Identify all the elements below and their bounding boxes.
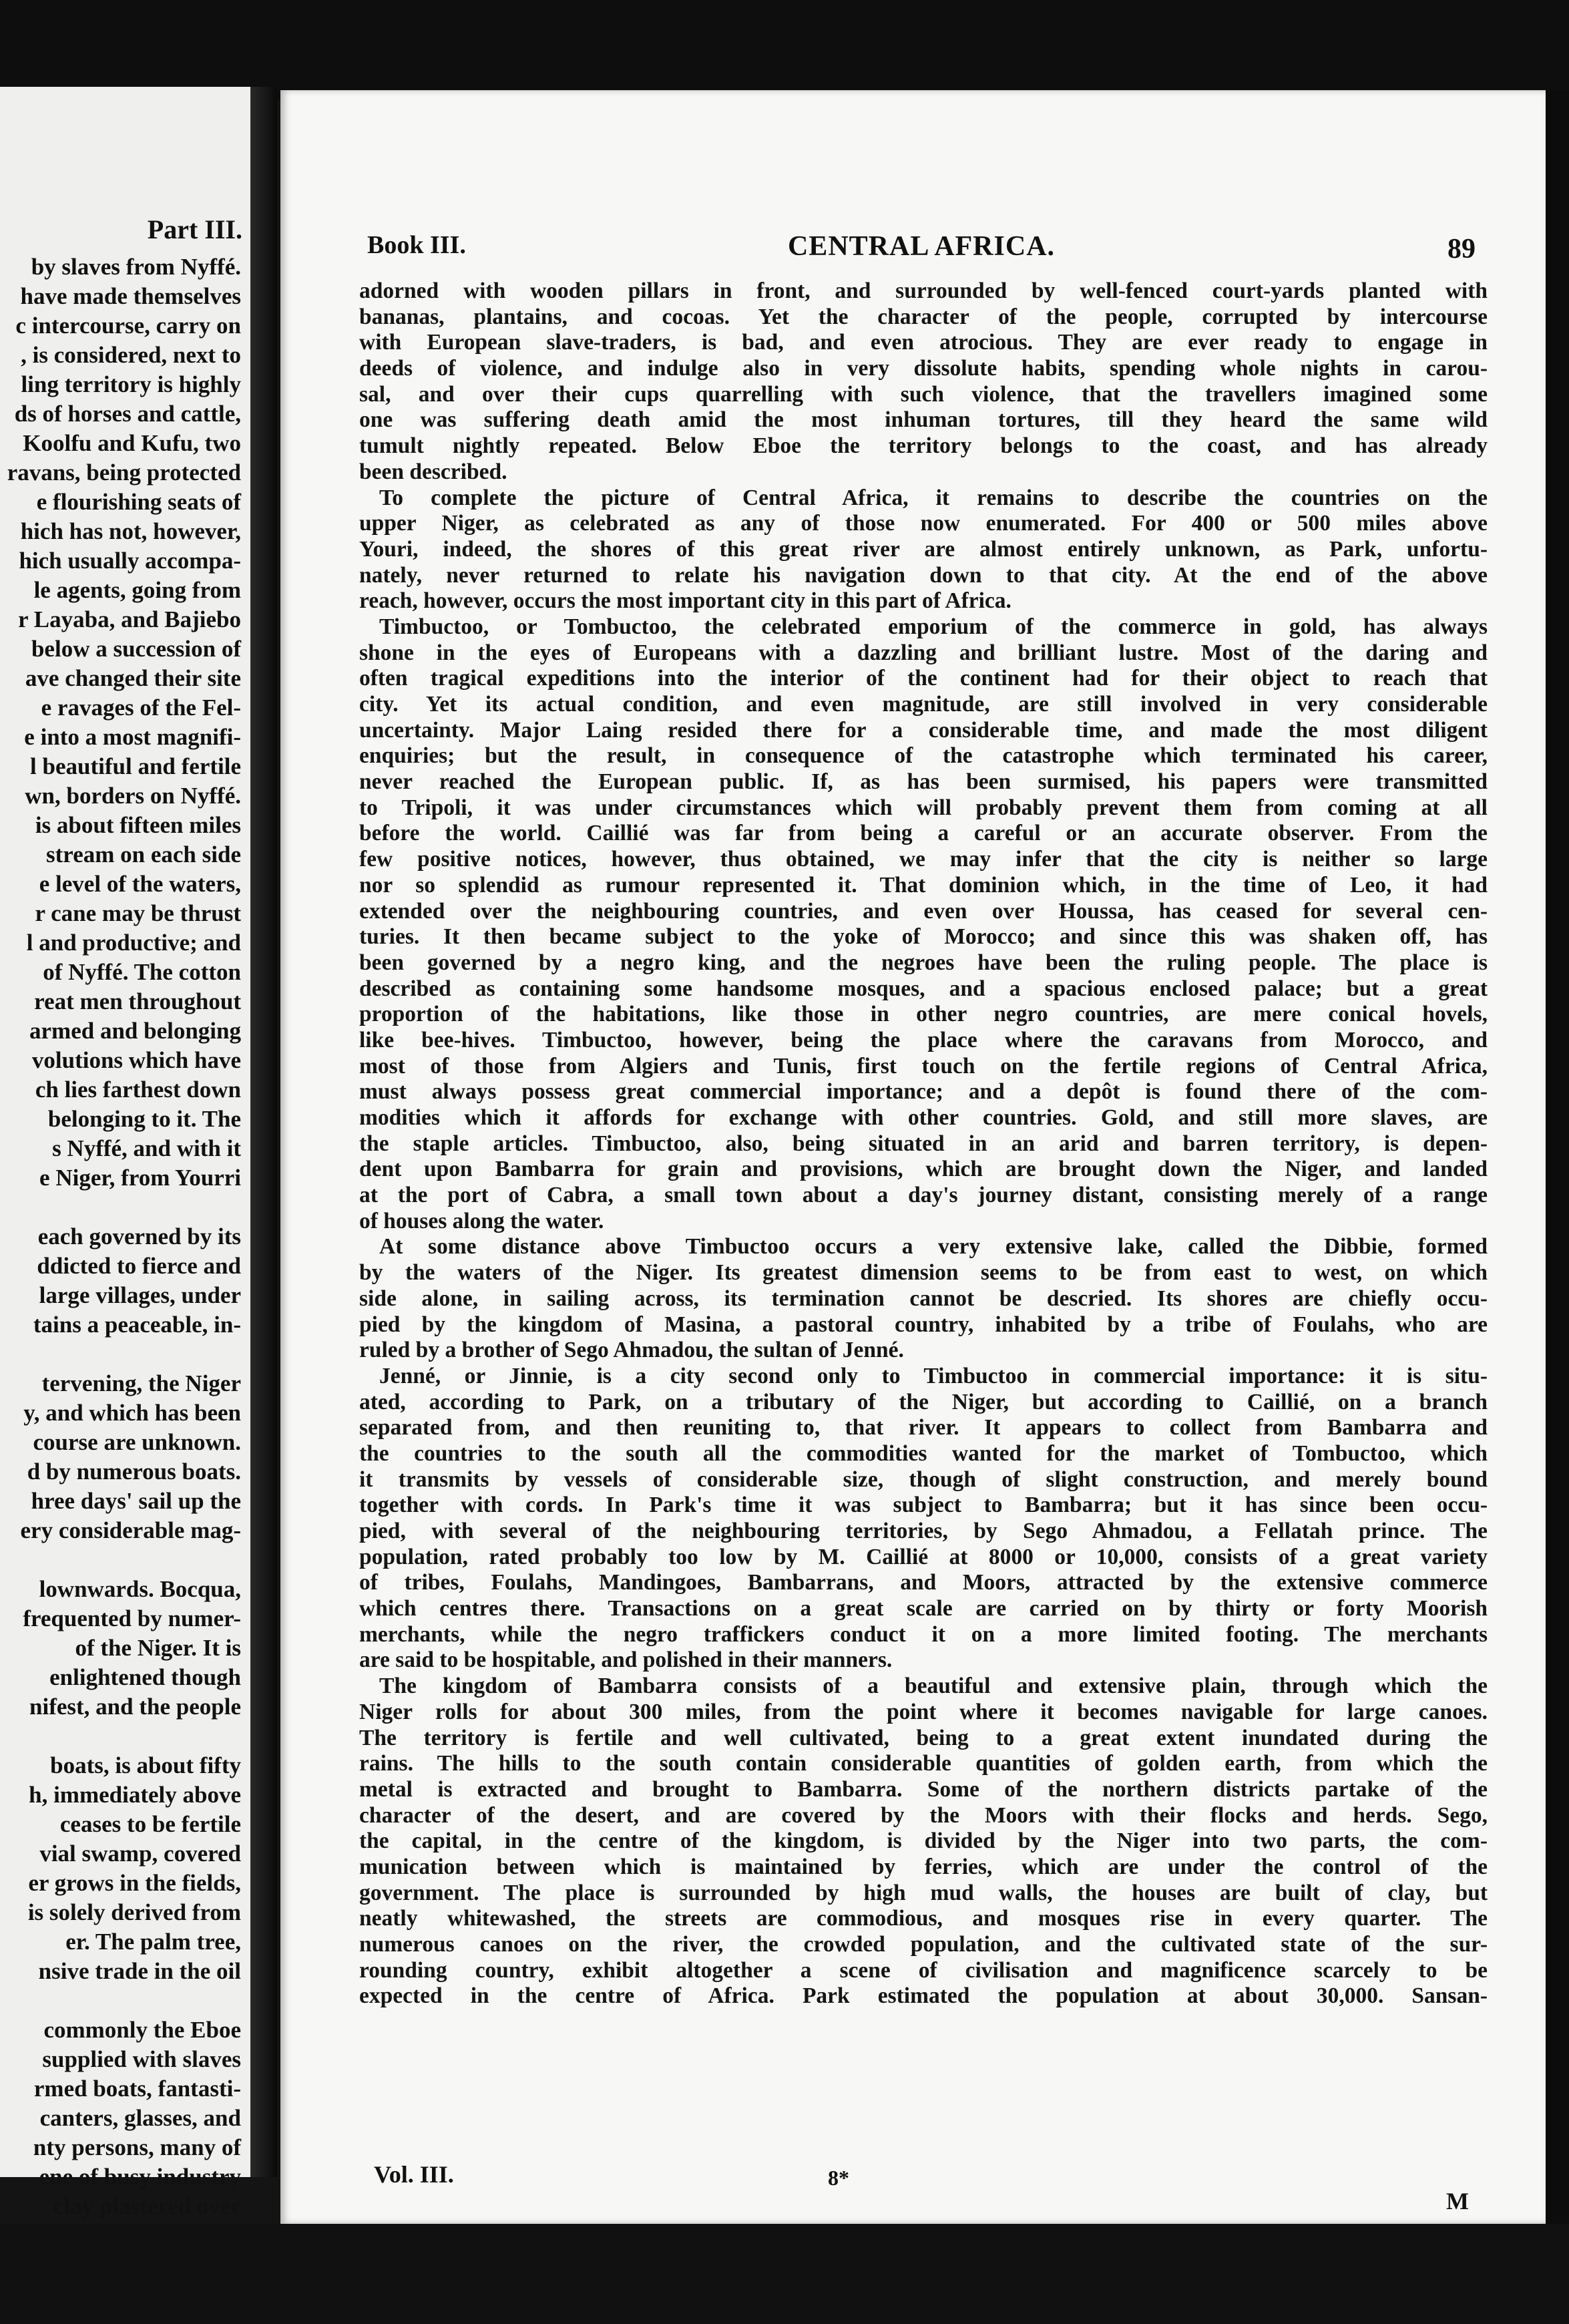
text-line: sal, and over their cups quarrelling with such violence, that the travellers imagined some (359, 381, 1488, 407)
scan-border-top (0, 0, 1569, 100)
text-line: to Tripoli, it was under circumstances which will probably prevent them from coming at all (359, 795, 1488, 820)
left-text-line (0, 1722, 241, 1751)
left-text-line: is solely derived from (27, 1899, 241, 1925)
text-line: extended over the neighbouring countries, and even over Houssa, has ceased for several cen- (359, 898, 1488, 924)
gathering-mark: M (1446, 2188, 1469, 2214)
text-line: most of those from Algiers and Tunis, first touch on the fertile regions of Central Africa, (359, 1053, 1488, 1079)
text-line: ruled by a brother of Sego Ahmadou, the sultan of Jenné. (359, 1338, 904, 1363)
text-line: like bee-hives. Timbuctoo, however, being the place where the caravans from Morocco, and (359, 1027, 1488, 1052)
left-page-body (0, 252, 241, 2221)
text-line: the countries to the south all the commodities wanted for the market of Tombuctoo, which (359, 1440, 1488, 1466)
right-scan-edge (1546, 90, 1569, 2224)
text-line: one was suffering death amid the most inhuman tortures, till they heard the same wild (359, 407, 1488, 433)
left-text-line: r Layaba, and Bajiebo (18, 606, 241, 632)
text-line: it transmits by vessels of considerable size, though of slight construction, and merely bound (359, 1467, 1488, 1492)
left-text-line: tervening, the Niger (41, 1370, 241, 1396)
left-text-line: is about fifteen miles (35, 812, 241, 838)
left-text-line: ds of horses and cattle, (14, 401, 241, 427)
left-text-line: hich has not, however, (20, 518, 241, 544)
text-line: proportion of the habitations, like those in other negro countries, are mere conical hovels, (359, 1002, 1488, 1027)
left-text-line: e ravages of the Fel- (41, 695, 241, 721)
left-text-line (0, 1986, 241, 2015)
left-text-line: reat men throughout (34, 988, 241, 1014)
left-text-line: s Nyffé, and with it (52, 1135, 241, 1161)
right-page (280, 90, 1546, 2224)
text-line: bananas, plantains, and cocoas. Yet the character of the people, corrupted by intercourse (359, 304, 1488, 329)
left-text-line: volutions which have (31, 1047, 241, 1073)
text-line: reach, however, occurs the most important city in this part of Africa. (359, 588, 1012, 614)
text-line: metal is extracted and brought to Bambarra. Some of the northern districts partake of the (359, 1776, 1488, 1802)
left-text-line: clay plastered over (53, 2193, 241, 2219)
left-text-line: e level of the waters, (39, 871, 241, 897)
left-text-line: le agents, going from (33, 577, 241, 603)
text-line: must always possess great commercial importance; and a depôt is found there of the com- (359, 1079, 1488, 1105)
left-text-line: er grows in the fields, (28, 1870, 241, 1896)
text-line: of houses along the water. (359, 1208, 604, 1233)
left-text-line: commonly the Eboe (43, 2017, 241, 2043)
left-text-line: ddicted to fierce and (37, 1253, 241, 1279)
left-text-line (0, 1545, 241, 1575)
left-text-line: frequented by numer- (23, 1605, 241, 1631)
text-line: are said to be hospitable, and polished in their manners. (359, 1648, 893, 1673)
left-text-line: rmed boats, fantasti- (33, 2076, 241, 2102)
text-line: shone in the eyes of Europeans with a dazzling and brilliant lustre. Most of the daring and (359, 640, 1488, 665)
left-text-line: ave changed their site (25, 665, 241, 691)
left-text-line: y, and which has been (23, 1400, 241, 1426)
left-text-line: armed and belonging (29, 1018, 241, 1044)
left-text-line: hich usually accompa- (19, 548, 241, 574)
text-line: by the waters of the Niger. Its greatest dimension seems to be from east to west, on which (359, 1260, 1488, 1286)
left-text-line: canters, glasses, and (39, 2105, 241, 2131)
left-text-line: e flourishing seats of (36, 489, 241, 515)
left-text-line: ravans, being protected (7, 459, 241, 486)
left-text-line: ceases to be fertile (59, 1811, 241, 1837)
text-line: merchants, while the negro traffickers conduct it on a more limited footing. The merchants (359, 1621, 1488, 1647)
running-title: CENTRAL AFRICA. (787, 231, 1056, 262)
text-line: described as containing some handsome mosques, and a spacious enclosed palace; but a great (359, 976, 1488, 1001)
left-text-line: lownwards. Bocqua, (39, 1576, 241, 1602)
left-text-line: r cane may be thrust (35, 900, 241, 926)
left-text-line: vial swamp, covered (39, 1841, 241, 1867)
text-line: before the world. Caillié was far from being a careful or an accurate observer. From the (359, 821, 1488, 846)
left-text-line: e Niger, from Yourri (39, 1165, 241, 1191)
text-line: uncertainty. Major Laing resided there for a considerable time, and made the most diligent (359, 717, 1488, 743)
text-line: nor so splendid as rumour represented it. That dominion which, in the time of Leo, it had (359, 872, 1488, 898)
text-line: To complete the picture of Central Africa, it remains to describe the countries on the (379, 485, 1488, 510)
left-text-line: ch lies farthest down (35, 1077, 241, 1103)
text-line: The territory is fertile and well cultivated, being to a great extent inundated during the (359, 1725, 1488, 1750)
page-gutter (250, 87, 277, 2177)
left-text-line: by slaves from Nyffé. (31, 254, 241, 280)
text-line: turies. It then became subject to the yoke of Morocco; and since this was shaken off, has (359, 924, 1488, 950)
left-text-line: large villages, under (39, 1282, 241, 1308)
left-text-line: e into a most magnifi- (24, 724, 241, 750)
left-page-header: Part III. (147, 214, 242, 244)
text-line: munication between which is maintained by ferries, which are under the control of the (359, 1854, 1488, 1879)
text-line: with European slave-traders, is bad, and even atrocious. They are ever ready to engage in (359, 330, 1488, 355)
left-text-line: of the Niger. It is (75, 1635, 241, 1661)
left-text-line: hree days' sail up the (31, 1488, 241, 1514)
book-label: Book III. (367, 231, 466, 259)
left-text-line: l and productive; and (26, 930, 241, 956)
text-line: modities which it affords for exchange with other countries. Gold, and still more slaves, are (359, 1105, 1488, 1130)
left-text-line: , is considered, next to (21, 342, 241, 368)
left-text-line: wn, borders on Nyffé. (25, 783, 241, 809)
text-line: population, rated probably too low by M. Caillié at 8000 or 10,000, consists of a great variety (359, 1544, 1488, 1569)
left-text-line: course are unknown. (33, 1429, 241, 1455)
left-text-line: boats, is about fifty (50, 1752, 241, 1778)
text-line: ated, according to Park, on a tributary of the Niger, but according to Caillié, on a branch (359, 1389, 1488, 1414)
text-line: the capital, in the centre of the kingdom, is divided by the Niger into two parts, the com- (359, 1828, 1488, 1854)
left-text-line: belonging to it. The (47, 1106, 241, 1132)
text-line: At some distance above Timbuctoo occurs a very extensive lake, called the Dibbie, formed (379, 1234, 1488, 1260)
body-text (359, 278, 1488, 2009)
text-line: deeds of violence, and indulge also in very dissolute habits, spending whole nights in carou- (359, 356, 1488, 381)
scan-border-bottom (0, 2224, 1569, 2324)
left-text-line: below a succession of (31, 636, 241, 662)
text-line: never reached the European public. If, as has been surmised, his papers were transmitted (359, 769, 1488, 795)
text-line: expected in the centre of Africa. Park estimated the population at about 30,000. Sansan- (359, 1983, 1488, 2009)
left-text-line: have made themselves (20, 283, 241, 309)
text-line: character of the desert, and are covered by the Moors with their flocks and herds. Sego, (359, 1802, 1488, 1828)
text-line: side alone, in sailing across, its termination cannot be descried. Its shores are chiefly occu- (359, 1286, 1488, 1311)
text-line: upper Niger, as celebrated as any of those now enumerated. For 400 or 500 miles above (359, 511, 1488, 536)
text-line: at the port of Cabra, a small town about a day's journey distant, consisting merely of a range (359, 1183, 1488, 1208)
left-text-line: supplied with slaves (42, 2046, 241, 2072)
text-line: numerous canoes on the river, the crowded population, and the cultivated state of the sur- (359, 1932, 1488, 1957)
left-text-line: d by numerous boats. (27, 1459, 241, 1485)
text-line: neatly whitewashed, the streets are commodious, and mosques rise in every quarter. The (359, 1906, 1488, 1931)
left-page (0, 87, 250, 2219)
text-line: city. Yet its actual condition, and even magnitude, are still involved in very considerable (359, 692, 1488, 717)
volume-label: Vol. III. (374, 2161, 454, 2188)
text-line: the staple articles. Timbuctoo, also, being situated in an arid and barren territory, is depen- (359, 1131, 1488, 1156)
left-text-line: l beautiful and fertile (30, 753, 241, 779)
text-line: which centres there. Transactions on a great scale are carried on by thirty or forty Moorish (359, 1596, 1488, 1621)
text-line: rains. The hills to the south contain considerable quantities of golden earth, from which the (359, 1751, 1488, 1776)
left-text-line: stream on each side (46, 841, 241, 867)
text-line: been described. (359, 459, 507, 484)
left-text-line: nifest, and the people (29, 1694, 241, 1720)
text-line: separated from, and then reuniting to, that river. It appears to collect from Bambarra and (359, 1415, 1488, 1440)
left-text-line: c intercourse, carry on (15, 313, 241, 339)
left-text-line: h, immediately above (29, 1782, 241, 1808)
text-line: rounding country, exhibit altogether a scene of civilisation and magnificence scarcely to be (359, 1957, 1488, 1983)
text-line: of tribes, Foulahs, Mandingoes, Bambarrans, and Moors, attracted by the extensive commerce (359, 1570, 1488, 1595)
page-footer (374, 2160, 1469, 2220)
text-line: adorned with wooden pillars in front, and surrounded by well-fenced court-yards planted with (359, 278, 1488, 303)
text-line: The kingdom of Bambarra consists of a beautiful and extensive plain, through which the (379, 1674, 1488, 1699)
text-line: been governed by a negro king, and the negroes have been the ruling people. The place is (359, 950, 1488, 975)
left-text-line: enlightened though (49, 1664, 241, 1690)
running-header (367, 230, 1476, 270)
text-line: Jenné, or Jinnie, is a city second only to Timbuctoo in commercial importance: it is situ- (379, 1363, 1488, 1388)
text-line: often tragical expeditions into the interior of the continent had for their object to reach that (359, 666, 1488, 691)
text-line: pied, with several of the neighbouring territories, by Sego Ahmadou, a Fellatah prince. The (359, 1519, 1488, 1543)
left-text-line: er. The palm tree, (65, 1929, 241, 1955)
page-number: 89 (1447, 234, 1476, 264)
text-line: nately, never returned to relate his navigation down to that city. At the end of the above (359, 562, 1488, 588)
text-line: Youri, indeed, the shores of this great river are almost entirely unknown, as Park, unfortu- (359, 536, 1488, 562)
left-text-line (0, 1193, 241, 1222)
left-text-line: ene of busy industry (39, 2164, 241, 2190)
text-line: tumult nightly repeated. Below Eboe the territory belongs to the coast, and has already (359, 433, 1488, 459)
text-line: together with cords. In Park's time it was subject to Bambarra; but it has since been occu- (359, 1493, 1488, 1518)
left-text-line: of Nyffé. The cotton (43, 959, 241, 985)
left-text-line: nty persons, many of (33, 2134, 241, 2160)
left-text-line: ery considerable mag- (20, 1517, 241, 1543)
text-line: government. The place is surrounded by high mud walls, the houses are built of clay, but (359, 1880, 1488, 1905)
text-line: enquiries; but the result, in consequence of the catastrophe which terminated his career, (359, 743, 1488, 769)
text-line: few positive notices, however, thus obtained, we may infer that the city is neither so large (359, 847, 1488, 872)
left-text-line: tains a peaceable, in- (33, 1312, 241, 1338)
left-text-line: Koolfu and Kufu, two (23, 430, 241, 456)
text-line: dent upon Bambarra for grain and provisions, which are brought down the Niger, and landed (359, 1157, 1488, 1182)
signature-mark: 8* (828, 2166, 849, 2190)
text-line: pied by the kingdom of Masina, a pastoral country, inhabited by a tribe of Foulahs, who are (359, 1312, 1488, 1337)
left-text-line: nsive trade in the oil (38, 1958, 241, 1984)
left-text-line (0, 1340, 241, 1369)
text-line: Niger rolls for about 300 miles, from the point where it becomes navigable for large canoes. (359, 1699, 1488, 1724)
left-text-line: ling territory is highly (21, 371, 241, 397)
text-line: Timbuctoo, or Tombuctoo, the celebrated emporium of the commerce in gold, has always (379, 614, 1488, 639)
left-text-line: each governed by its (37, 1223, 241, 1249)
